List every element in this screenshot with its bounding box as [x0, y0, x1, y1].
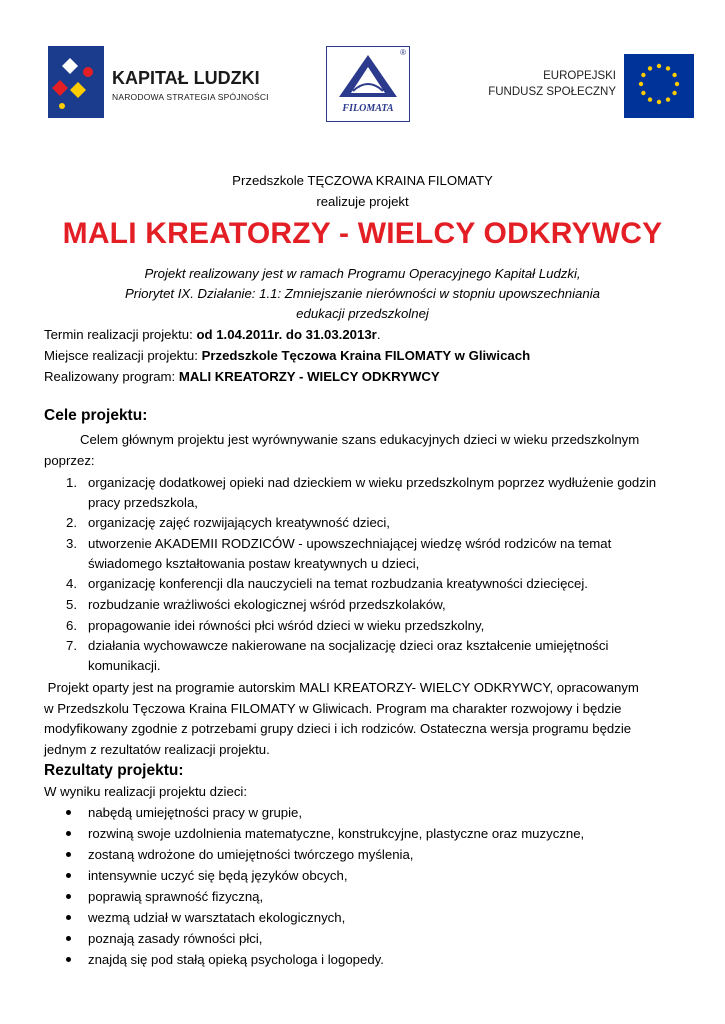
bullet-icon — [66, 936, 71, 941]
filomata-logo — [326, 46, 410, 122]
goals-heading: Cele projektu: — [44, 407, 148, 424]
kapital-ludzki-logo — [48, 46, 298, 118]
results-intro: W wyniku realizacji projektu dzieci: — [44, 784, 248, 799]
bullet-icon — [66, 852, 71, 857]
efs-line2: FUNDUSZ SPOŁECZNY — [488, 86, 616, 98]
eu-flag-icon — [624, 54, 694, 118]
goal-item-1 — [66, 474, 656, 491]
goal-item-3-cont: świadomego kształtowania postaw kreatywnych u dzieci, — [88, 556, 420, 571]
goal-item-1-cont: pracy przedszkola, — [88, 495, 198, 510]
bullet-icon — [66, 894, 71, 899]
goals-intro1: Celem głównym projektu jest wyrównywanie szans edukacyjnych dzieci w wieku przedszkolnym — [80, 432, 640, 447]
results-heading: Rezultaty projektu: — [44, 762, 184, 779]
goal-item-6 — [66, 617, 484, 634]
project-title-wrap — [0, 216, 725, 252]
goals-para1: Projekt oparty jest na programie autorskim MALI KREATORZY- WIELCY ODKRYWCY, opracowanym — [44, 680, 639, 695]
place-row — [44, 347, 530, 364]
goals-para4: jednym z rezultatów realizacji projektu. — [44, 742, 270, 757]
result-item: poznają zasady równości płci, — [88, 931, 263, 946]
goal-num: 3. — [66, 536, 77, 551]
goal-text: organizację dodatkowej opieki nad dzieckiem w wieku przedszkolnym poprzez wydłużenie godzin — [88, 475, 657, 490]
bullet-icon — [66, 831, 71, 836]
bullet-icon — [66, 810, 71, 815]
intro-line1: Przedszkole TĘCZOWA KRAINA FILOMATY — [232, 173, 493, 188]
term-end: . — [376, 327, 381, 342]
term-label: Termin realizacji projektu: — [44, 327, 197, 342]
result-item: intensywnie uczyć się będą języków obcych, — [88, 868, 348, 883]
efs-line1: EUROPEJSKI — [543, 70, 616, 82]
project-title: MALI KREATORZY - WIELCY ODKRYWCY — [62, 217, 663, 250]
bullet-icon — [66, 915, 71, 920]
program-label: Realizowany program: — [44, 369, 179, 384]
goal-num: 6. — [66, 618, 77, 633]
program-value: MALI KREATORZY - WIELCY ODKRYWCY — [178, 369, 440, 384]
goal-text: organizację konferencji dla nauczycieli na temat rozbudzania kreatywności dziecięcej. — [88, 576, 588, 591]
goal-item-2 — [66, 514, 390, 531]
goal-item-7-cont: komunikacji. — [88, 658, 161, 673]
goals-para3: modyfikowany zgodnie z potrzebami grupy dzieci i ich rodziców. Ostateczna wersja programu będzie — [44, 721, 632, 736]
goal-num: 7. — [66, 638, 77, 653]
bullet-icon — [66, 873, 71, 878]
intro-line2: realizuje projekt — [316, 194, 409, 209]
goal-item-3 — [66, 535, 611, 552]
kl-subtitle: NARODOWA STRATEGIA SPÓJNOŚCI — [112, 92, 269, 102]
result-item: nabędą umiejętności pracy w grupie, — [88, 805, 303, 820]
efs-logo — [456, 54, 696, 118]
goals-para2: w Przedszkolu Tęczowa Kraina FILOMATY w Gliwicach. Program ma charakter rozwojowy i będzie — [44, 701, 622, 716]
place-value: Przedszkole Tęczowa Kraina FILOMATY w Gliwicach — [201, 348, 531, 363]
intro-italic2: Priorytet IX. Działanie: 1.1: Zmniejszanie nierówności w stopniu upowszechniania — [125, 286, 600, 301]
kapital-ludzki-emblem-icon — [48, 46, 104, 118]
result-item: zostaną wdrożone do umiejętności twórczego myślenia, — [88, 847, 414, 862]
kl-title: KAPITAŁ LUDZKI — [112, 68, 260, 88]
goal-text: działania wychowawcze nakierowane na socjalizację dzieci oraz kształcenie umiejętności — [88, 638, 609, 653]
filomata-label: FILOMATA — [342, 103, 394, 114]
result-item: wezmą udział w warsztatach ekologicznych, — [88, 910, 346, 925]
goal-num: 2. — [66, 515, 77, 530]
goals-intro2: poprzez: — [44, 453, 95, 468]
result-item: poprawią sprawność fizyczną, — [88, 889, 264, 904]
intro-italic3: edukacji przedszkolnej — [296, 306, 429, 321]
goal-text: rozbudzanie wrażliwości ekologicznej wśród przedszkolaków, — [88, 597, 446, 612]
place-label: Miejsce realizacji projektu: — [44, 348, 202, 363]
goal-num: 4. — [66, 576, 77, 591]
goal-text: propagowanie idei równości płci wśród dzieci w wieku przedszkolny, — [88, 618, 485, 633]
goal-num: 1. — [66, 475, 77, 490]
goal-item-7 — [66, 637, 608, 654]
goal-num: 5. — [66, 597, 77, 612]
filomata-triangle-icon — [327, 47, 409, 103]
goal-item-4 — [66, 575, 588, 592]
result-item: znajdą się pod stałą opieką psychologa i logopedy. — [88, 952, 384, 967]
result-item: rozwiną swoje uzdolnienia matematyczne, konstrukcyjne, plastyczne oraz muzyczne, — [88, 826, 585, 841]
goal-item-5 — [66, 596, 446, 613]
intro-italic1: Projekt realizowany jest w ramach Programu Operacyjnego Kapitał Ludzki, — [144, 266, 581, 281]
registered-mark: ® — [400, 48, 406, 57]
term-value: od 1.04.2011r. do 31.03.2013r — [196, 327, 377, 342]
goal-text: utworzenie AKADEMII RODZICÓW - upowszechniającej wiedzę wśród rodziców na temat — [88, 536, 612, 551]
bullet-icon — [66, 957, 71, 962]
program-row — [44, 368, 440, 385]
term-row — [44, 326, 380, 343]
goal-text: organizację zajęć rozwijających kreatywność dzieci, — [88, 515, 390, 530]
